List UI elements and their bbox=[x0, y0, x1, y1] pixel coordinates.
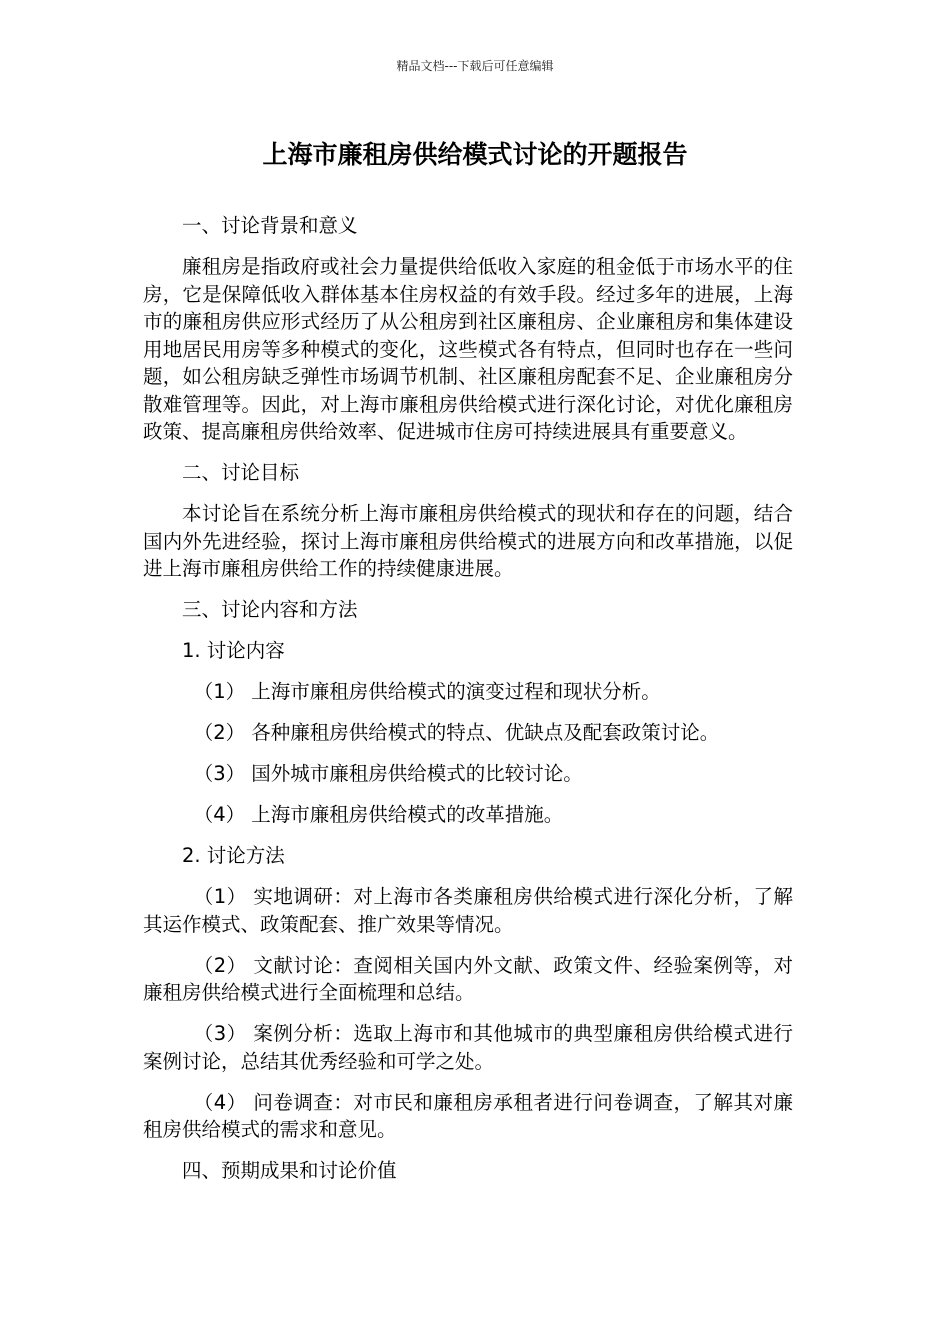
paragraph-background: 廉租房是指政府或社会力量提供给低收入家庭的租金低于市场水平的住房，它是保障低收入群体基本住房权益的有效手段。经过多年的进展，上海市的廉租房供应形式经历了从公租房到社区廉租房、企业廉租房和集体建设用地居民用房等多种模式的变化，这些模式各有特点，但同时也存在一些问题，如公租房缺乏弹性市场调节机制、社区廉租房配套不足、企业廉租房分散难管理等。因此，对上海市廉租房供给模式进行深化讨论，对优化廉租房政策、提高廉租房供给效率、促进城市住房可持续进展具有重要意义。 bbox=[143, 255, 793, 443]
method-item: （3） 案例分析：选取上海市和其他城市的典型廉租房供给模式进行案例讨论，总结其优秀经验和可学之处。 bbox=[143, 1022, 793, 1073]
content-item: （3） 国外城市廉租房供给模式的比较讨论。 bbox=[193, 762, 583, 785]
method-item: （1） 实地调研：对上海市各类廉租房供给模式进行深化分析，了解其运作模式、政策配套、推广效果等情况。 bbox=[143, 885, 793, 936]
section-heading-objectives: 二、讨论目标 bbox=[182, 461, 300, 484]
subheading-methods: 2. 讨论方法 bbox=[182, 844, 285, 867]
document-body bbox=[143, 212, 793, 1198]
content-item: （1） 上海市廉租房供给模式的演变过程和现状分析。 bbox=[193, 680, 661, 703]
method-item: （4） 问卷调查：对市民和廉租房承租者进行问卷调查，了解其对廉租房供给模式的需求和意见。 bbox=[143, 1090, 793, 1141]
page-header-note: 精品文档---下载后可任意编辑 bbox=[396, 59, 554, 73]
section-heading-background: 一、讨论背景和意义 bbox=[182, 214, 358, 237]
section-heading-content-methods: 三、讨论内容和方法 bbox=[182, 598, 358, 621]
subheading-content: 1. 讨论内容 bbox=[182, 639, 285, 662]
document-title: 上海市廉租房供给模式讨论的开题报告 bbox=[262, 140, 688, 169]
content-item: （4） 上海市廉租房供给模式的改革措施。 bbox=[193, 803, 564, 826]
method-item: （2） 文献讨论：查阅相关国内外文献、政策文件、经验案例等，对廉租房供给模式进行全面梳理和总结。 bbox=[143, 953, 793, 1004]
paragraph-objectives: 本讨论旨在系统分析上海市廉租房供给模式的现状和存在的问题，结合国内外先进经验，探讨上海市廉租房供给模式的进展方向和改革措施，以促进上海市廉租房供给工作的持续健康进展。 bbox=[143, 502, 793, 580]
section-heading-outcomes: 四、预期成果和讨论价值 bbox=[182, 1159, 397, 1182]
content-item: （2） 各种廉租房供给模式的特点、优缺点及配套政策讨论。 bbox=[193, 721, 720, 744]
